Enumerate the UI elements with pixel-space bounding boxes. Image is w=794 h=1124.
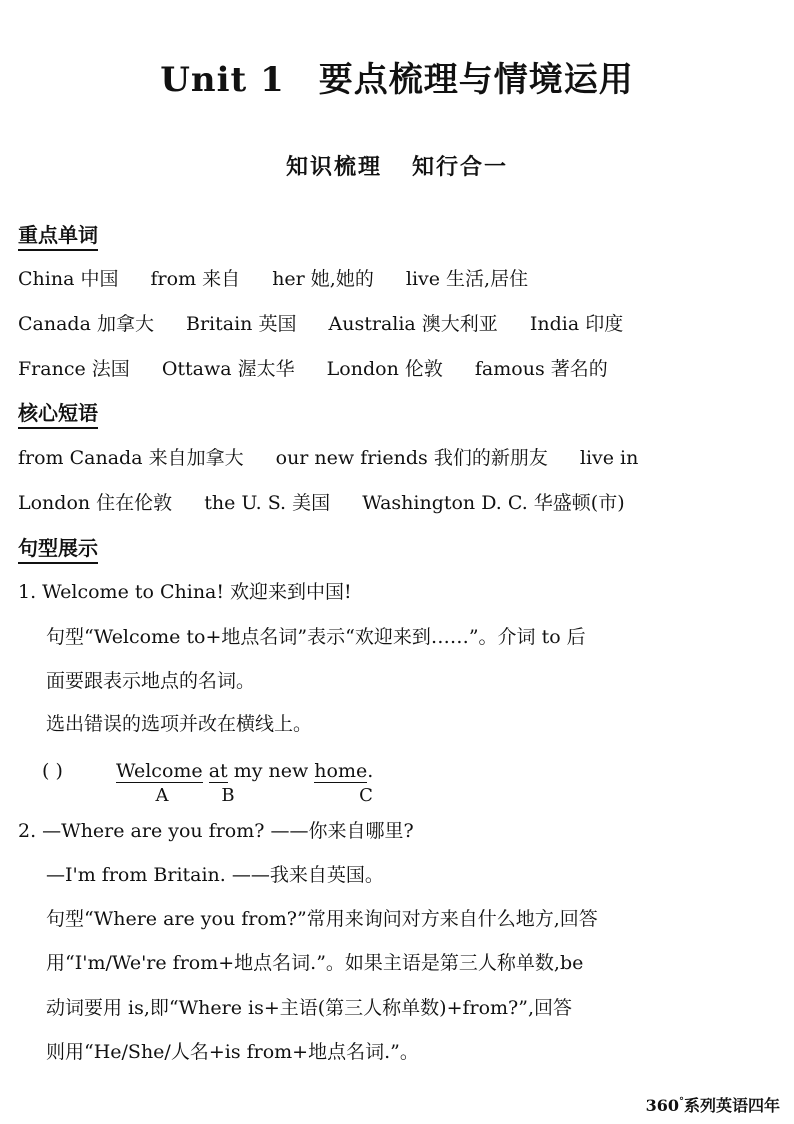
- footer-series-label: [646, 1093, 780, 1116]
- heading-sentence-patterns: 句型展示: [18, 535, 98, 564]
- vocab-item: live 生活,居住: [405, 268, 529, 290]
- vocab-item: Canada 加拿大: [18, 313, 154, 335]
- words-line-2: [18, 311, 623, 337]
- pattern-2-explanation-4: 则用“He/She/人名+is from+地点名词.”。: [46, 1041, 419, 1063]
- vocab-item: Ottawa 渥太华: [161, 358, 295, 380]
- vocab-item: her 她,她的: [272, 268, 374, 290]
- vocab-item: from 来自: [150, 268, 241, 290]
- option-c-word: home: [314, 760, 368, 782]
- series-name: 系列英语四年: [683, 1096, 780, 1115]
- unit-number: Unit 1: [160, 60, 285, 100]
- vocab-item: India 印度: [529, 313, 624, 335]
- phrase-item: our new friends 我们的新朋友: [275, 447, 548, 469]
- phrase-item: from Canada 来自加拿大: [18, 447, 244, 469]
- option-c-letter: C: [359, 785, 373, 806]
- exercise-middle-text: my new: [227, 760, 315, 782]
- pattern-1-explanation: 句型“Welcome to+地点名词”表示“欢迎来到……”。介词 to 后: [46, 626, 586, 648]
- phrase-item: the U. S. 美国: [204, 492, 331, 514]
- vocab-item: China 中国: [18, 268, 119, 290]
- heading-core-phrases: 核心短语: [18, 400, 98, 429]
- vocab-item: Australia 澳大利亚: [328, 313, 498, 335]
- phrase-item: Washington D. C. 华盛顿(市): [362, 492, 625, 514]
- subtitle-left: 知识梳理: [285, 154, 382, 180]
- option-b-letter: B: [221, 785, 235, 806]
- vocab-item: London 伦敦: [326, 358, 443, 380]
- answer-blank[interactable]: ( ): [42, 760, 63, 782]
- subtitle-right: 知行合一: [412, 154, 509, 180]
- pattern-2-answer: —I'm from Britain. ——我来自英国。: [46, 864, 384, 886]
- exercise-end-punct: .: [367, 760, 374, 782]
- section-subtitle: [0, 150, 794, 181]
- pattern-2-explanation-2: 用“I'm/We're from+地点名词.”。如果主语是第三人称单数,be: [46, 952, 584, 974]
- option-b-word: at: [208, 760, 228, 782]
- pattern-2-explanation: 句型“Where are you from?”常用来询问对方来自什么地方,回答: [46, 908, 598, 930]
- unit-title: [0, 52, 794, 101]
- pattern-2-question: 2. —Where are you from? ——你来自哪里?: [18, 820, 414, 842]
- degree-mark: °: [678, 1096, 684, 1108]
- phrase-item: London 住在伦敦: [18, 492, 173, 514]
- vocab-item: famous 著名的: [474, 358, 608, 380]
- exercise-sentence: [116, 758, 373, 784]
- option-a-word: Welcome: [116, 760, 203, 782]
- words-line-1: [18, 266, 528, 292]
- phrase-item: live in: [579, 447, 639, 469]
- vocab-item: Britain 英国: [186, 313, 297, 335]
- vocab-item: France 法国: [18, 358, 130, 380]
- phrases-line-2: [18, 490, 625, 516]
- pattern-1-example: 1. Welcome to China! 欢迎来到中国!: [18, 581, 352, 603]
- heading-key-words: 重点单词: [18, 222, 98, 251]
- pattern-1-explanation-cont: 面要跟表示地点的名词。: [46, 670, 256, 692]
- phrases-line-1: [18, 445, 638, 471]
- unit-name: 要点梳理与情境运用: [318, 60, 634, 100]
- exercise-instruction: 选出错误的选项并改在横线上。: [46, 713, 313, 735]
- series-number: 360: [645, 1096, 679, 1115]
- option-a-letter: A: [155, 785, 169, 806]
- pattern-2-explanation-3: 动词要用 is,即“Where is+主语(第三人称单数)+from?”,回答: [46, 997, 572, 1019]
- words-line-3: [18, 356, 608, 382]
